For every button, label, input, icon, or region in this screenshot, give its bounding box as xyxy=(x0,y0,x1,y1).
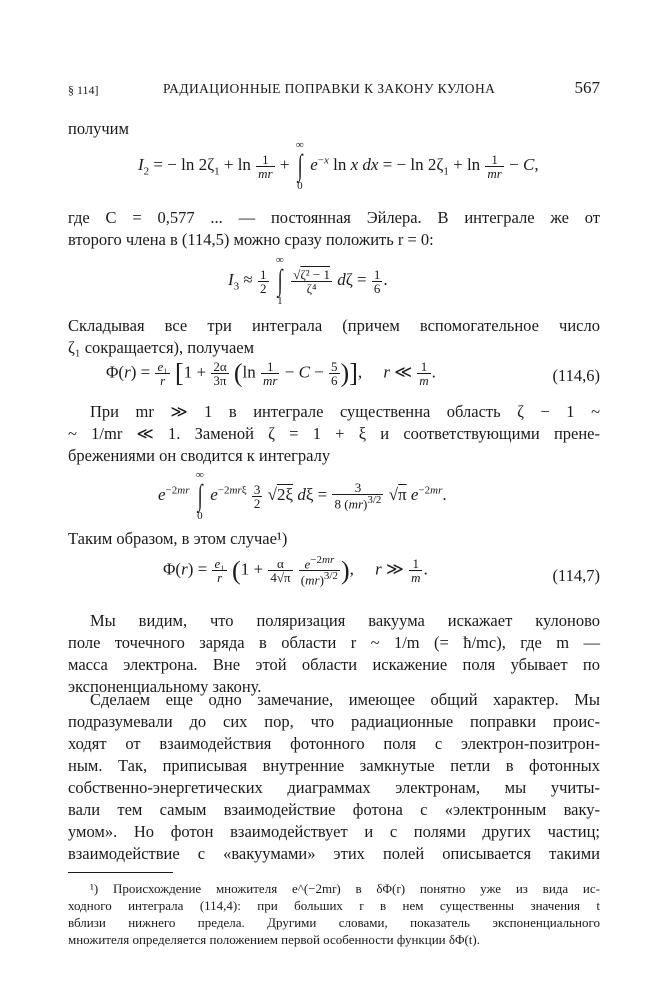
paragraph-line: экспоненциальному закону. xyxy=(68,677,262,696)
paragraph-line: ходят от взаимодействия фотонного поля с электрон-позитрон- xyxy=(68,734,600,753)
paragraph-line: собственно-энергетических диаграммах электронам, мы учиты- xyxy=(68,778,600,797)
paragraph-line: масса электрона. Вне этой области искажение поля убывает по xyxy=(68,655,600,674)
paragraph-line: ~ 1/mr ≪ 1. Заменой ζ = 1 + ξ и соответствующими прене- xyxy=(68,424,600,443)
paragraph-line: При mr ≫ 1 в интеграле существенна область ζ − 1 ~ xyxy=(90,402,600,421)
paragraph-line: умом». Но фотон взаимодействует и с полями других частиц; xyxy=(68,822,600,841)
header-section: § 114] xyxy=(68,83,99,97)
paragraph-line: ным. Так, приписывая внутренние замкнутые петли в фотонных xyxy=(68,756,600,775)
footnote-rule xyxy=(68,872,173,873)
footnote-line: вблизи нижнего предела. Другими словами, показатель экспоненциального xyxy=(68,915,600,930)
paragraph-line: получим xyxy=(68,119,129,138)
equation-I2: $I_2$ = − $\ln 2\zeta_1 + \ln$ $\frac{1}{mr}$ + ∞ ∫ 0 $e^{-x}$ ln x dx = − $\ln 2\zeta_1 + \ln$ $\frac{1}{mr}$ − C, xyxy=(138,139,539,192)
paragraph-line: второго члена в (114,5) можно сразу положить r = 0: xyxy=(68,230,434,249)
equation-number: (114,6) xyxy=(552,366,600,385)
equation-I3: $I_3$ ≈ $\frac{1}{2}$ ∞ ∫ 1 $\frac{\text{√ζ² − 1}}{\text{ζ⁴}}$ dζ = $\frac{1}{6}$ . xyxy=(228,254,388,307)
equation-114-7: Φ(r) = $\frac{\text{e₁}}{r}$ (1 + $\frac{\alpha}{4√\pi}$ $\frac{e^{-2mr}}{(mr)^{3/2}}$ ), r ≫ $\frac{1}{m}$ . xyxy=(163,554,428,588)
header-title: РАДИАЦИОННЫЕ ПОПРАВКИ К ЗАКОНУ КУЛОНА xyxy=(163,81,496,96)
paragraph-line: взаимодействие с «вакуумами» этих полей описывается такими xyxy=(68,844,600,863)
equation-number: (114,7) xyxy=(552,566,600,585)
paragraph-line: где C = 0,577 ... — постоянная Эйлера. В интеграле же от xyxy=(68,208,600,227)
paragraph-line: Мы видим, что поляризация вакуума искажает кулоново xyxy=(90,611,600,630)
paragraph-line: подразумевали до сих пор, что радиационные поправки проис- xyxy=(68,712,600,731)
footnote-line: ходного интеграла (114,4): при больших r в нем существенны значения t xyxy=(68,898,600,913)
running-header xyxy=(68,80,600,104)
paragraph-line: ζ₁ сокращается), получаем xyxy=(68,338,255,357)
paragraph-line: вали тем самым взаимодействие фотона с «электронным ваку- xyxy=(68,800,600,819)
page-number: 567 xyxy=(574,78,600,97)
paragraph-line: брежениями он сводится к интегралу xyxy=(68,446,331,465)
equation-integral: $e^{-2mr}$ ∞ ∫ 0 $e^{-2mr\xi}$ $\frac{3}{2}$ √2ξ dξ = $\frac{3}{8 (mr)^{3/2}}$ √π $e^{-2mr}$. xyxy=(158,469,447,522)
paragraph-line: Сделаем еще одно замечание, имеющее общий характер. Мы xyxy=(90,690,600,709)
footnote-line: ¹) Происхождение множителя e^(−2mr) в δΦ(r) понятно уже из вида ис- xyxy=(90,881,600,896)
paragraph-line: поле точечного заряда в области r ~ 1/m (= ħ/mc), где m — xyxy=(68,633,600,652)
paragraph-line: Складывая все три интеграла (причем вспомогательное число xyxy=(68,316,600,335)
footnote-line: множителя определяется положением первой особенности функции δΦ(t). xyxy=(68,932,481,947)
equation-114-6: Φ(r) = $\frac{\text{e₁}}{r}$ [1 + $\frac{2\alpha}{3\pi}$ (ln $\frac{1}{mr}$ − C − $\frac{5}{6}$ )], r ≪ $\frac{1}{m}$ . xyxy=(106,358,436,388)
paragraph-line: Таким образом, в этом случае¹) xyxy=(68,529,288,548)
